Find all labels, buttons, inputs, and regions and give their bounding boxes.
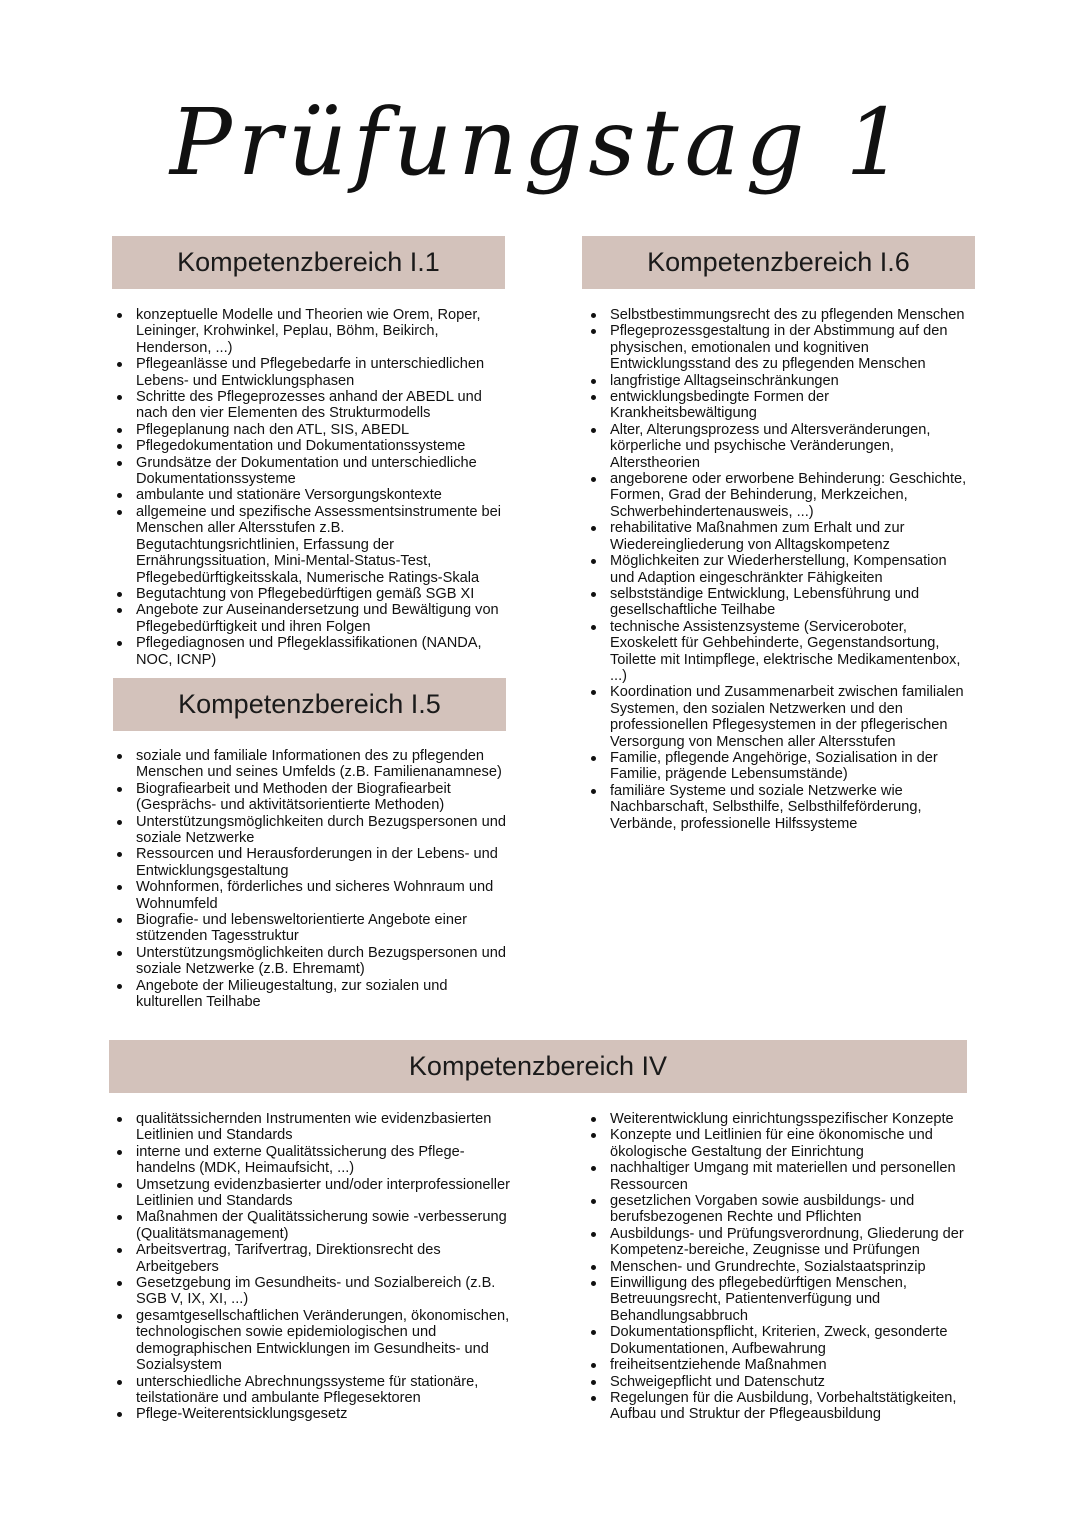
list-item: Pflegediagnosen und Pflegeklassifikationen (NANDA, NOC, ICNP) [113,635,508,668]
list-item: Weiterentwicklung einrichtungsspezifischer Konzepte [587,1111,987,1127]
list-item: langfristige Alltagseinschränkungen [587,373,972,389]
page-title: Prüfungstag 1 [169,89,911,196]
list-item: Begutachtung von Pflegebedürftigen gemäß SGB XI [113,586,508,602]
list-item: Dokumentationspflicht, Kriterien, Zweck, gesonderte Dokumentationen, Aufbewahrung [587,1324,987,1357]
list-item: Angebote zur Auseinandersetzung und Bewältigung von Pflegebedürftigkeit und ihren Folgen [113,602,508,635]
list-item: soziale und familiale Informationen des zu pflegenden Menschen und seines Umfelds (z.B. Familienanamnese) [113,748,508,781]
list-item: Menschen- und Grundrechte, Sozialstaatsprinzip [587,1259,987,1275]
list-item: familiäre Systeme und soziale Netzwerke wie Nachbarschaft, Selbsthilfe, Selbsthilfeförderung, Verbände, professionelle Hilfssysteme [587,783,972,832]
list-item: Pflege-Weiterentsicklungsgesetz [113,1406,518,1422]
list-item: Koordination und Zusammenarbeit zwischen familialen Systemen, den sozialen Netzwerken und den professionellen Pflegesystemen in der pflegerischen Versorgung von Menschen aller Altersstufen [587,684,972,750]
list-item: Familie, pflegende Angehörige, Sozialisation in der Familie, prägende Lebensumstände) [587,750,972,783]
list-item: Alter, Alterungsprozess und Altersveränderungen, körperliche und psychische Veränderungen, Alterstheorien [587,422,972,471]
list-k6 [587,307,972,832]
list-item: Konzepte und Leitlinien für eine ökonomische und ökologische Gestaltung der Einrichtung [587,1127,987,1160]
section-heading-k5: Kompetenzbereich I.5 [113,678,506,731]
section-heading-k1: Kompetenzbereich I.1 [112,236,505,289]
list-item: interne und externe Qualitätssicherung des Pflege-handelns (MDK, Heimaufsicht, ...) [113,1144,518,1177]
list-item: Pflegeanlässe und Pflegebedarfe in unterschiedlichen Lebens- und Entwicklungsphasen [113,356,508,389]
list-item: Gesetzgebung im Gesundheits- und Sozialbereich (z.B. SGB V, IX, XI, ...) [113,1275,518,1308]
list-item: nachhaltiger Umgang mit materiellen und personellen Ressourcen [587,1160,987,1193]
list-item: Unterstützungsmöglichkeiten durch Bezugspersonen und soziale Netzwerke [113,814,508,847]
list-item: Biografiearbeit und Methoden der Biografiearbeit (Gesprächs- und aktivitätsorientierte Methoden) [113,781,508,814]
list-item: selbstständige Entwicklung, Lebensführung und gesellschaftliche Teilhabe [587,586,972,619]
list-item: Maßnahmen der Qualitätssicherung sowie -verbesserung (Qualitätsmanagement) [113,1209,518,1242]
list-item: technische Assistenzsysteme (Serviceroboter, Exoskelett für Gehbehinderte, Gegenstandsortung, Toilette mit Intimpflege, elektrische Medikamentenbox, ...) [587,619,972,685]
list-item: ambulante und stationäre Versorgungskontexte [113,487,508,503]
list-item: Regelungen für die Ausbildung, Vorbehaltstätigkeiten, Aufbau und Struktur der Pflegeausbildung [587,1390,987,1423]
list-item: rehabilitative Maßnahmen zum Erhalt und zur Wiedereingliederung von Alltagskompetenz [587,520,972,553]
list-item: Umsetzung evidenzbasierter und/oder interprofessioneller Leitlinien und Standards [113,1177,518,1210]
list-item: freiheitsentziehende Maßnahmen [587,1357,987,1373]
list-item: Biografie- und lebensweltorientierte Angebote einer stützenden Tagesstruktur [113,912,508,945]
list-item: gesetzlichen Vorgaben sowie ausbildungs- und berufsbezogenen Rechte und Pflichten [587,1193,987,1226]
list-item: konzeptuelle Modelle und Theorien wie Orem, Roper, Leininger, Krohwinkel, Peplau, Böhm, Beikirch, Henderson, ...) [113,307,508,356]
list-item: Grundsätze der Dokumentation und unterschiedliche Dokumentationssysteme [113,455,508,488]
list-item: Pflegedokumentation und Dokumentationssysteme [113,438,508,454]
section-heading-k4: Kompetenzbereich IV [109,1040,967,1093]
list-item: allgemeine und spezifische Assessmentsinstrumente bei Menschen aller Altersstufen z.B. Begutachtungsrichtlinien, Erfassung der Ernährungssituation, Mini-Mental-Status-Test, Pflegebedürftigkeitsskala, Numerische Ratings-Skala [113,504,508,586]
list-item: Schritte des Pflegeprozesses anhand der ABEDL und nach den vier Elementen des Strukturmodells [113,389,508,422]
list-item: Einwilligung des pflegebedürftigen Menschen, Betreuungsrecht, Patientenverfügung und Behandlungsabbruch [587,1275,987,1324]
list-k1 [113,307,508,668]
list-item: Angebote der Milieugestaltung, zur sozialen und kulturellen Teilhabe [113,978,508,1011]
list-item: Pflegeprozessgestaltung in der Abstimmung auf den physischen, emotionalen und kognitiven Entwicklungsstand des zu pflegenden Menschen [587,323,972,372]
list-item: Schweigepflicht und Datenschutz [587,1374,987,1390]
list-k5 [113,748,508,1011]
list-item: Ressourcen und Herausforderungen in der Lebens- und Entwicklungsgestaltung [113,846,508,879]
list-item: Pflegeplanung nach den ATL, SIS, ABEDL [113,422,508,438]
list-item: unterschiedliche Abrechnungssysteme für stationäre, teilstationäre und ambulante Pflegesektoren [113,1374,518,1407]
list-item: Möglichkeiten zur Wiederherstellung, Kompensation und Adaption eingeschränkter Fähigkeiten [587,553,972,586]
list-k4-left [113,1111,518,1423]
list-item: Ausbildungs- und Prüfungsverordnung, Gliederung der Kompetenz-bereiche, Zeugnisse und Prüfungen [587,1226,987,1259]
list-item: Arbeitsvertrag, Tarifvertrag, Direktionsrecht des Arbeitgebers [113,1242,518,1275]
list-item: Unterstützungsmöglichkeiten durch Bezugspersonen und soziale Netzwerke (z.B. Ehremamt) [113,945,508,978]
list-item: qualitätssichernden Instrumenten wie evidenzbasierten Leitlinien und Standards [113,1111,518,1144]
list-k4-right [587,1111,987,1423]
list-item: Wohnformen, förderliches und sicheres Wohnraum und Wohnumfeld [113,879,508,912]
list-item: angeborene oder erworbene Behinderung: Geschichte, Formen, Grad der Behinderung, Merkzeichen, Schwerbehindertenausweis, ...) [587,471,972,520]
section-heading-k6: Kompetenzbereich I.6 [582,236,975,289]
list-item: gesamtgesellschaftlichen Veränderungen, ökonomischen, technologischen sowie epidemiologischen und demographischen Entwicklungen im Gesundheits- und Sozialsystem [113,1308,518,1374]
list-item: entwicklungsbedingte Formen der Krankheitsbewältigung [587,389,972,422]
list-item: Selbstbestimmungsrecht des zu pflegenden Menschen [587,307,972,323]
